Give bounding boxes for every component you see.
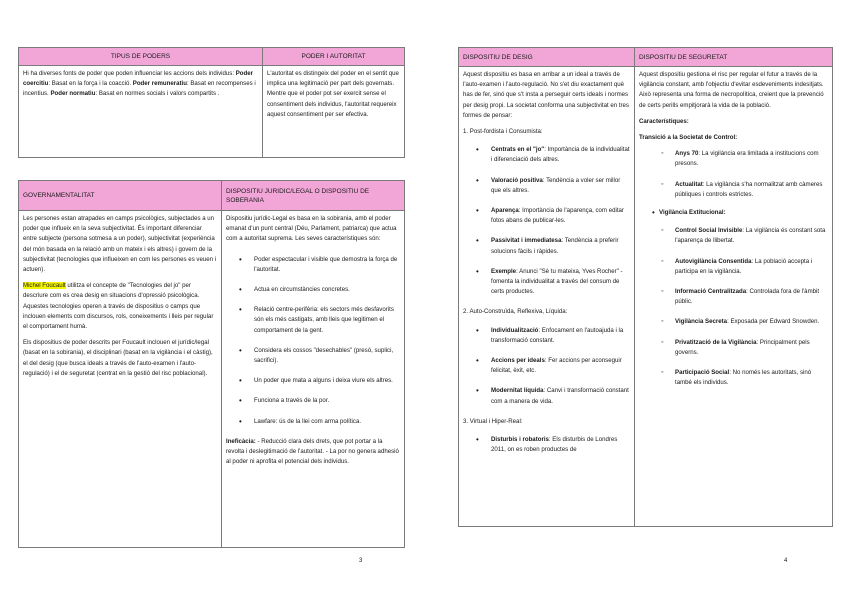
- paragraph: Dispositiu jurídic-Legal es basa en la sobirania, amb el poder emanat d'un punt central (Déu, Parlament, patriarca) que actua com a autoritat suprema. Les seves característiques són:: [226, 215, 397, 243]
- list-item: ◦ Autovigilància Consentida: La població accepta i participa en la vigilància.: [639, 257, 828, 277]
- section-heading: 3. Virtual i Hiper-Real:: [463, 417, 523, 425]
- cell-authority-text: L'autoritat es distingeix del poder en el sentit que implica una legitimació per part dels governats. Mentre que el poder pot ser exercit sense el consentiment dels individus, l'autoritat requereix aquest consentiment per ser efectiva.: [263, 66, 405, 158]
- list-item: • Considera els cossos "desechables" (presó, suplici, sacrifici).: [226, 346, 400, 366]
- list-item: • Disturbis i robatoris: Els disturbis de Londres 2011, on es roben productes de: [463, 435, 630, 455]
- list-item: ◦ Privatització de la Vigilància: Principalment pels governs.: [639, 338, 828, 358]
- table-governmentality: [18, 180, 405, 548]
- header-governamentalitat: GOVERNAMENTALITAT: [19, 181, 222, 211]
- list-item: • Lawfare: ús de la llei com arma política.: [226, 417, 400, 427]
- section-heading: 2. Auto-Construïda, Reflexiva, Líquida:: [463, 308, 568, 316]
- list-item: • Relació centre-perifèria: els sectors més desfavorits són els més castigats, amb lleis que legitimen el comportament de la gent.: [226, 305, 400, 336]
- header-tipus-de-poders: TIPUS DE PODERS: [19, 48, 263, 66]
- table-power-types: [18, 47, 405, 158]
- list-item: • Passivitat i immediatesa: Tendència a preferir solucions fàcils i ràpides.: [463, 236, 630, 256]
- header-dispositiu-juridic: DISPOSITIU JURIDIC/LEGAL O DISPOSITIU DE SOBERANIA: [222, 181, 405, 211]
- desig-list-3: [463, 435, 630, 455]
- seguretat-list-1: [639, 149, 828, 200]
- section-heading: 1. Post-fordista i Consumista:: [463, 128, 543, 136]
- header-dispositiu-de-desig: DISPOSITIU DE DESIG: [459, 48, 635, 67]
- normatiu-label: Poder normatiu: [50, 90, 96, 98]
- list-item: ◦ Anys 70: La vigilància era limitada a institucions com presons.: [639, 149, 828, 169]
- table-desig-seguretat: [458, 47, 833, 527]
- remuneratiu-label: Poder remuneratiu: [132, 80, 187, 88]
- characteristics-list: [226, 255, 400, 427]
- list-item: • Funciona a través de la por.: [226, 396, 400, 406]
- cell-power-types-text: Hi ha diverses fonts de poder que poden influenciar les accions dels individus: Poder coercitiu: Basat en la força i la coacció. Poder remuneratiu: Basat en recompenses i incentius. Poder normatiu: Basat en normes socials i valors compartits .: [19, 66, 263, 158]
- list-item: ◦ Vigilància Secreta: Exposada per Edward Snowden.: [639, 317, 828, 327]
- section-heading: Transició a la Societat de Control:: [639, 134, 738, 142]
- coercitiu-label: Poder coercitiu: [23, 70, 254, 88]
- paragraph: Aquest dispositiu es basa en arribar a un ideal a través de l'auto-examen i l'auto-regulació. No s'et diu exactament què has de fer, sinó que s't insta a perseguir certs ideals i normes per desig propi. La societat conforma una subjectivitat en tres formes de pensar:: [463, 71, 629, 119]
- list-item: • Exemple: Anunci "Sé tu mateixa, Yves Rocher" - fomenta la individualitat a través del consum de certs productes.: [463, 267, 630, 298]
- desig-list-1: [463, 145, 630, 297]
- paragraph: Aquest dispositiu gestiona el risc per regular el futur a través de la vigilància constant, amb l'objectiu d'evitar esdeveniments indesitjats. Això representa una forma de necropolítica, creient que la prevenció de certs perills empitjorarà la vida de la població.: [639, 71, 824, 109]
- section-heading: Característiques:: [639, 117, 689, 125]
- list-item: • Accions per ideals: Fer accions per aconseguir felicitat, èxit, etc.: [463, 356, 630, 376]
- list-item: • Un poder que mata a alguns i deixa viure els altres.: [226, 376, 400, 386]
- list-item: • Modernitat líquida: Canvi i transformació constant com a manera de vida.: [463, 386, 630, 406]
- list-item: • Aparença: Importància de l'aparença, com editar fotos abans de publicar-les.: [463, 206, 630, 226]
- desig-list-2: [463, 326, 630, 407]
- cell-seguretat-text: [635, 67, 833, 527]
- paragraph: Michel Foucault utilitza el concepte de "Tecnologies del jo" per descriure com es crea desig en situacions d'opressió psicològica. Aquestes tecnologies operen a través de dispositius o camps que inclouen elements com discursos, rols, coneixements i lleis per regular el comportament humà.: [23, 282, 214, 331]
- seguretat-heading-list: [639, 208, 828, 218]
- cell-governmentality-text: [19, 211, 222, 548]
- list-item: ◦ Control Social Invisible: La vigilància és constant sota l'aparença de llibertat.: [639, 226, 828, 246]
- page-number: 3: [359, 558, 363, 564]
- list-item: ◦ Participació Social: No només les autoritats, sinó també els individus.: [639, 368, 828, 388]
- page-number: 4: [784, 558, 788, 564]
- ineficacia-label: Ineficàcia:: [226, 437, 256, 445]
- paragraph: Les persones estan atrapades en camps psicològics, subjectades a un poder que influeix en la seva subjectivitat. És important diferenciar entre subjecte (persona sotmesa a un poder), subjectivitat (experiència del món basada en la relació amb un mateix i els altres) i govern de la subjectivitat (tecnologies que influeixen en com les persones es veuen i actuen).: [23, 215, 217, 274]
- list-item: • Centrats en el "jo": Importància de la individualitat i diferenciació dels altres.: [463, 145, 630, 165]
- page-4: [424, 0, 848, 599]
- header-dispositiu-de-seguretat: DISPOSITIU DE SEGURETAT: [635, 48, 833, 67]
- list-item: • Poder espectacular i visible que demostra la força de l'autoritat.: [226, 255, 400, 275]
- cell-juridic-text: [222, 211, 405, 548]
- paragraph: Els dispositius de poder descrits per Foucault inclouen el jurídic/legal (basat en la sobirania), el disciplinari (basat en la vigilància i el càstig), el del desig (que busca ideals a través de l'auto-examen i l'auto-regulació) i el de seguretat (centrat en la gestió del risc poblacional).: [23, 339, 213, 377]
- list-item: • Vigilància Extitucional:: [639, 208, 828, 218]
- list-item: • Valoració positiva: Tendència a voler ser millor que els altres.: [463, 176, 630, 196]
- paragraph: Ineficàcia: - Reducció clara dels drets, que pot portar a la revolta i deslegitimació de l'autoritat. - La por no genera adhesió al poder ni aprofita el potencial dels individus.: [226, 437, 399, 466]
- list-item: ◦ Informació Centralitzada: Controlada fora de l'àmbit públic.: [639, 287, 828, 307]
- list-item: ◦ Actualitat: La vigilància s'ha normalitzat amb càmeres públiques i controls estrictes.: [639, 180, 828, 200]
- highlighted-name: Michel Foucault: [23, 282, 66, 290]
- list-item: • Actua en circumstàncies concretes.: [226, 285, 400, 295]
- seguretat-list-2: [639, 226, 828, 388]
- header-poder-i-autoritat: PODER I AUTORITAT: [263, 48, 405, 66]
- cell-desig-text: [459, 67, 635, 527]
- list-item: • Individualització: Enfocament en l'autoajuda i la transformació constant.: [463, 326, 630, 346]
